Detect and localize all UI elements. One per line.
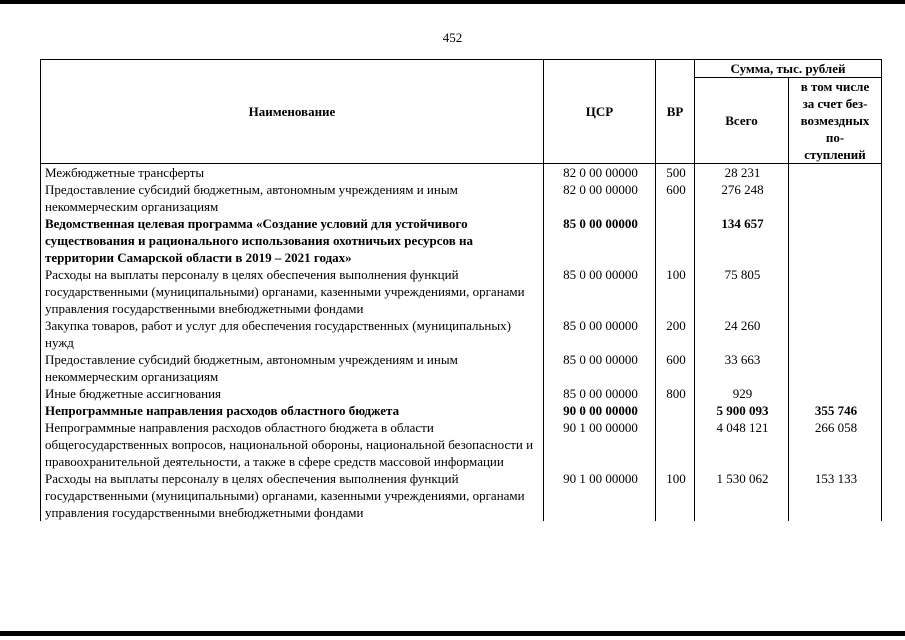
row-total-cell: 134 657 xyxy=(695,215,789,266)
row-name-cell: Предоставление субсидий бюджетным, автономным учреждениям и иным некоммерческим организациям xyxy=(41,351,544,385)
table-row xyxy=(41,266,882,317)
budget-table xyxy=(40,59,882,521)
row-vr-cell: 500 xyxy=(656,164,695,182)
row-free-receipts-cell xyxy=(789,215,882,266)
row-free-receipts-cell xyxy=(789,266,882,317)
page-number: 452 xyxy=(442,30,463,45)
row-csr-cell: 90 1 00 00000 xyxy=(544,470,656,521)
header-free-line: ступлений xyxy=(804,147,866,162)
row-name-cell: Ведомственная целевая программа «Создание условий для устойчивого существования и рационального использования охотничьих ресурсов на территории Самарской области в 2019 – 2021 годах» xyxy=(41,215,544,266)
row-total-cell: 1 530 062 xyxy=(695,470,789,521)
table-row xyxy=(41,470,882,521)
table-row xyxy=(41,351,882,385)
row-free-receipts-cell: 355 746 xyxy=(789,402,882,419)
header-vr: ВР xyxy=(656,60,695,164)
header-free-receipts xyxy=(789,78,882,164)
table-row xyxy=(41,181,882,215)
row-vr-cell xyxy=(656,419,695,470)
row-total-cell: 276 248 xyxy=(695,181,789,215)
table-row xyxy=(41,164,882,182)
header-free-line: в том числе xyxy=(800,79,870,94)
row-name-cell: Предоставление субсидий бюджетным, автономным учреждениям и иным некоммерческим организациям xyxy=(41,181,544,215)
header-name: Наименование xyxy=(41,60,544,164)
top-border-rule xyxy=(0,0,905,4)
table-row xyxy=(41,402,882,419)
header-total: Всего xyxy=(695,78,789,164)
header-free-line: возмездных xyxy=(800,113,870,128)
row-free-receipts-cell xyxy=(789,317,882,351)
header-free-line: по- xyxy=(825,130,845,145)
row-free-receipts-cell xyxy=(789,385,882,402)
row-name-cell: Непрограммные направления расходов областного бюджета xyxy=(41,402,544,419)
row-free-receipts-cell: 266 058 xyxy=(789,419,882,470)
row-name-cell: Расходы на выплаты персоналу в целях обеспечения выполнения функций государственными (муниципальными) органами, казенными учреждениями, органами управления государственными внебюджетными фондами xyxy=(41,470,544,521)
row-vr-cell: 800 xyxy=(656,385,695,402)
header-csr: ЦСР xyxy=(544,60,656,164)
row-free-receipts-cell: 153 133 xyxy=(789,470,882,521)
table-body xyxy=(41,164,882,522)
row-csr-cell: 85 0 00 00000 xyxy=(544,385,656,402)
row-name-cell: Непрограммные направления расходов областного бюджета в области общегосударственных вопросов, национальной обороны, национальной безопасности и правоохранительной деятельности, а также в сфере средств массовой информации xyxy=(41,419,544,470)
table-row xyxy=(41,215,882,266)
row-csr-cell: 90 0 00 00000 xyxy=(544,402,656,419)
row-vr-cell xyxy=(656,402,695,419)
row-name-cell: Расходы на выплаты персоналу в целях обеспечения выполнения функций государственными (муниципальными) органами, казенными учреждениями, органами управления государственными внебюджетными фондами xyxy=(41,266,544,317)
row-free-receipts-cell xyxy=(789,181,882,215)
row-csr-cell: 85 0 00 00000 xyxy=(544,351,656,385)
row-total-cell: 75 805 xyxy=(695,266,789,317)
row-vr-cell: 100 xyxy=(656,266,695,317)
row-total-cell: 24 260 xyxy=(695,317,789,351)
row-free-receipts-cell xyxy=(789,351,882,385)
table-row xyxy=(41,419,882,470)
row-vr-cell: 600 xyxy=(656,181,695,215)
row-total-cell: 4 048 121 xyxy=(695,419,789,470)
header-free-line: за счет без- xyxy=(802,96,868,111)
row-vr-cell: 100 xyxy=(656,470,695,521)
row-name-cell: Закупка товаров, работ и услуг для обеспечения государственных (муниципальных) нужд xyxy=(41,317,544,351)
table-header xyxy=(41,60,882,164)
header-sum-group: Сумма, тыс. рублей xyxy=(695,60,882,78)
row-vr-cell xyxy=(656,215,695,266)
table-row xyxy=(41,385,882,402)
row-free-receipts-cell xyxy=(789,164,882,182)
row-csr-cell: 90 1 00 00000 xyxy=(544,419,656,470)
row-csr-cell: 82 0 00 00000 xyxy=(544,181,656,215)
row-csr-cell: 85 0 00 00000 xyxy=(544,215,656,266)
row-vr-cell: 600 xyxy=(656,351,695,385)
row-total-cell: 33 663 xyxy=(695,351,789,385)
bottom-border-rule xyxy=(0,631,905,636)
row-total-cell: 28 231 xyxy=(695,164,789,182)
row-csr-cell: 85 0 00 00000 xyxy=(544,266,656,317)
row-total-cell: 929 xyxy=(695,385,789,402)
row-total-cell: 5 900 093 xyxy=(695,402,789,419)
row-vr-cell: 200 xyxy=(656,317,695,351)
row-csr-cell: 85 0 00 00000 xyxy=(544,317,656,351)
row-name-cell: Иные бюджетные ассигнования xyxy=(41,385,544,402)
row-csr-cell: 82 0 00 00000 xyxy=(544,164,656,182)
row-name-cell: Межбюджетные трансферты xyxy=(41,164,544,182)
table-row xyxy=(41,317,882,351)
